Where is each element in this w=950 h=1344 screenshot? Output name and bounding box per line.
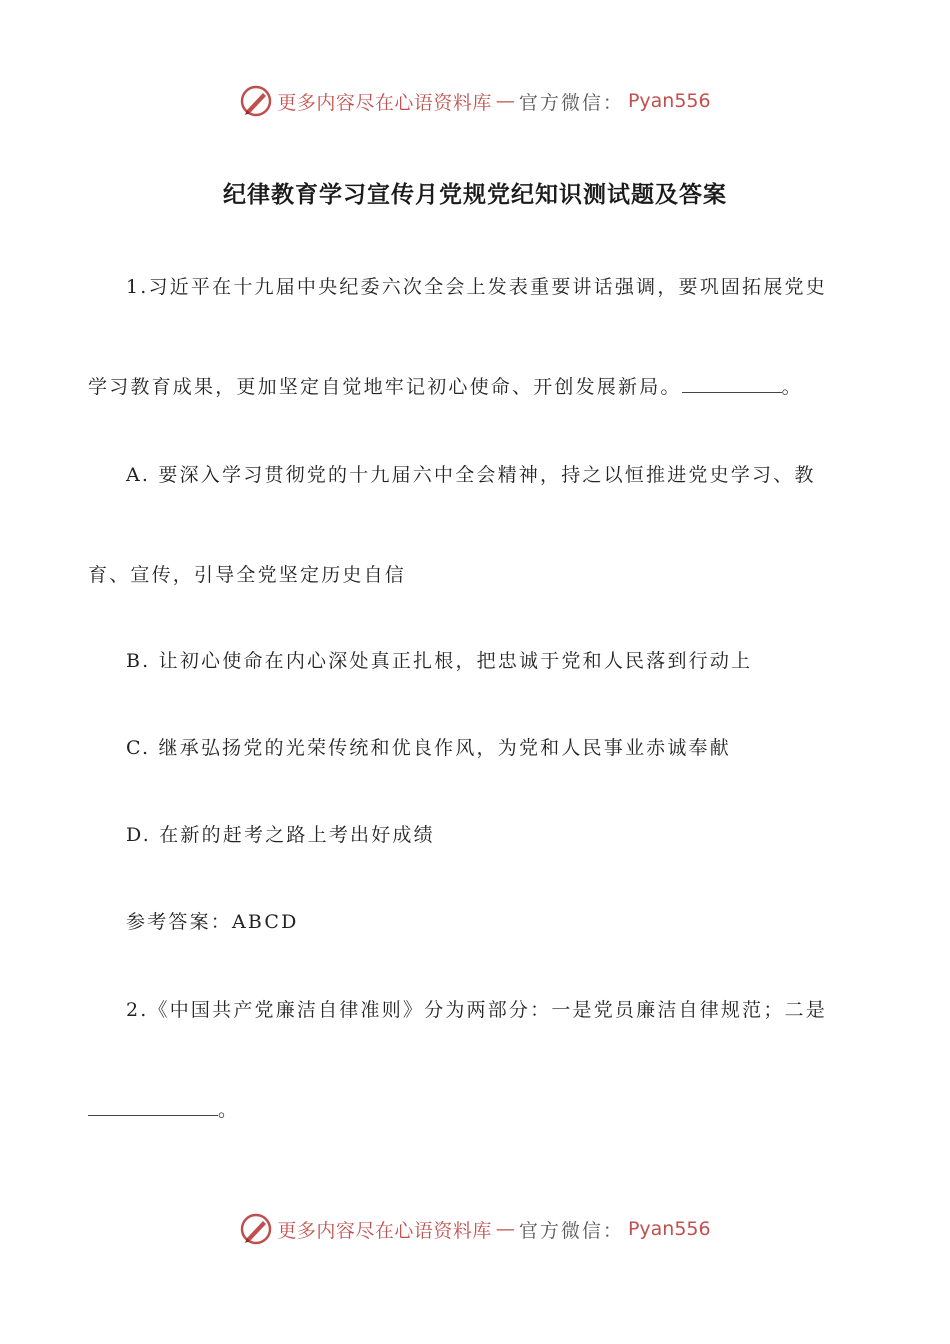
- q1-reference-answer: 参考答案：ABCD: [126, 911, 299, 933]
- banner-main-text: 更多内容尽在心语资料库: [277, 91, 492, 114]
- q1-option-a-line-2: 育、宣传，引导全党坚定历史自信: [88, 564, 407, 586]
- q1-option-b: B. 让初心使命在内心深处真正扎根，把忠诚于党和人民落到行动上: [126, 650, 753, 672]
- banner-dash: —: [495, 1218, 515, 1240]
- banner-dash: —: [495, 90, 515, 112]
- banner-main-text: 更多内容尽在心语资料库: [277, 1219, 492, 1242]
- q1-stem-text: 学习教育成果，更加坚定自觉地牢记初心使命、开创发展新局。: [88, 376, 682, 398]
- banner-wechat-label: 官方微信：: [518, 1219, 624, 1242]
- q2-stem-end: 。: [218, 1099, 240, 1121]
- q2-answer-blank: [88, 1097, 218, 1116]
- pen-seal-logo-icon: [239, 1212, 273, 1246]
- q1-stem-line-2: [88, 372, 803, 399]
- q1-option-c: C. 继承弘扬党的光荣传统和优良作风，为党和人民事业赤诚奉献: [126, 737, 731, 759]
- banner-wechat-id: Pyan556: [627, 90, 711, 112]
- q1-answer-blank: [682, 374, 782, 393]
- q2-stem-line-1: 2.《中国共产党廉洁自律准则》分为两部分：一是党员廉洁自律规范；二是: [126, 999, 827, 1021]
- q1-option-d: D. 在新的赶考之路上考出好成绩: [126, 824, 435, 846]
- q2-stem-line-2: [88, 1095, 239, 1122]
- banner-wechat-id: Pyan556: [627, 1218, 711, 1240]
- page-title: 纪律教育学习宣传月党规党纪知识测试题及答案: [223, 181, 727, 208]
- footer-banner: [0, 1212, 950, 1246]
- q1-option-a-line-1: A. 要深入学习贯彻党的十九届六中全会精神，持之以恒推进党史学习、教: [126, 464, 816, 486]
- header-banner: [0, 84, 950, 118]
- pen-seal-logo-icon: [239, 84, 273, 118]
- q1-stem-line-1: 1.习近平在十九届中央纪委六次全会上发表重要讲话强调，要巩固拓展党史: [126, 276, 827, 298]
- q1-stem-end: 。: [781, 376, 803, 398]
- banner-wechat-label: 官方微信：: [518, 91, 624, 114]
